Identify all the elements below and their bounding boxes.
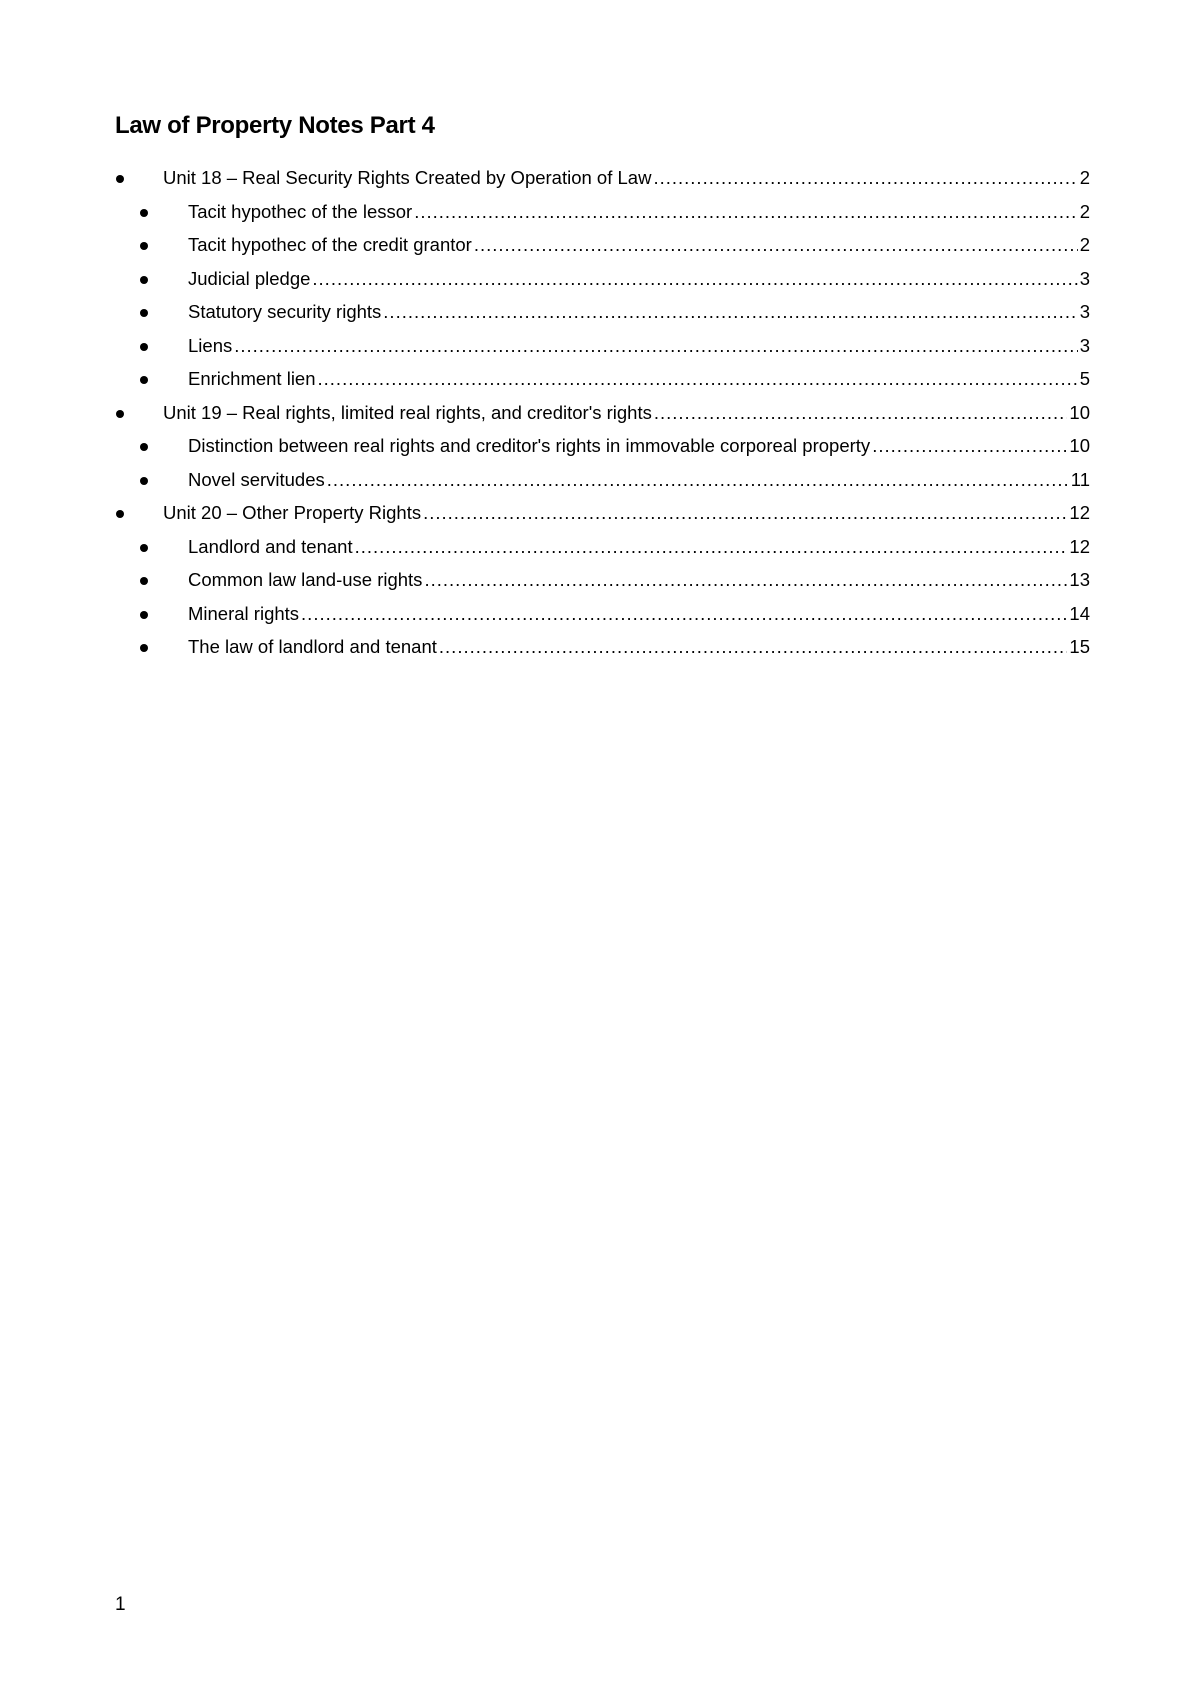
toc-entry[interactable]	[163, 165, 1090, 189]
toc-entry[interactable]	[188, 299, 1090, 323]
toc-entry-page: 12	[1069, 535, 1090, 557]
toc-entry-label: Judicial pledge	[188, 267, 311, 289]
toc-entry-page: 3	[1079, 334, 1090, 356]
toc-entry-page: 12	[1069, 502, 1090, 523]
toc-entry-label: Mineral rights	[188, 602, 300, 624]
toc-entry-label: Unit 19 – Real rights, limited real rights, and creditor's rights	[163, 401, 652, 423]
dot-leader	[301, 603, 1067, 625]
bullet-icon	[140, 309, 148, 317]
dot-leader	[424, 569, 1067, 591]
toc-entry-page: 2	[1079, 167, 1090, 188]
bullet-icon	[140, 611, 148, 619]
dot-leader	[653, 167, 1077, 189]
dot-leader	[872, 435, 1067, 457]
bullet-icon	[140, 209, 148, 217]
toc-entry[interactable]	[188, 634, 1090, 658]
toc-entry-page: 10	[1069, 401, 1090, 423]
bullet-icon	[140, 443, 148, 451]
toc-entry[interactable]	[188, 333, 1090, 357]
bullet-icon	[116, 510, 124, 518]
toc-entry-page: 5	[1079, 368, 1090, 389]
toc-entry[interactable]	[188, 366, 1090, 390]
dot-leader	[234, 335, 1077, 357]
toc-entry-page: 2	[1079, 200, 1090, 222]
toc-entry-page: 15	[1069, 636, 1090, 657]
dot-leader	[423, 502, 1067, 524]
toc-entry[interactable]	[188, 232, 1090, 256]
bullet-icon	[116, 175, 124, 183]
bullet-icon	[140, 242, 148, 250]
toc-entry-label: Liens	[188, 334, 233, 356]
bullet-icon	[140, 644, 148, 652]
toc-entry-label: Statutory security rights	[188, 301, 382, 322]
toc-entry[interactable]	[188, 199, 1090, 223]
toc-entry-label: Distinction between real rights and creditor's rights in immovable corporeal property	[188, 435, 871, 456]
toc-entry-label: Tacit hypothec of the lessor	[188, 200, 413, 222]
dot-leader	[414, 201, 1078, 223]
toc-entry-page: 14	[1069, 602, 1090, 624]
bullet-icon	[140, 343, 148, 351]
toc-entry[interactable]	[188, 601, 1090, 625]
toc-entry-label: The law of landlord and tenant	[188, 636, 437, 657]
toc-entry[interactable]	[188, 266, 1090, 290]
page-number: 1	[115, 1594, 126, 1615]
toc-entry[interactable]	[163, 400, 1090, 424]
dot-leader	[318, 368, 1078, 390]
page-title: Law of Property Notes Part 4	[115, 112, 435, 139]
toc-entry-label: Novel servitudes	[188, 468, 325, 490]
bullet-icon	[140, 577, 148, 585]
dot-leader	[474, 234, 1078, 256]
bullet-icon	[116, 410, 124, 418]
toc-entry[interactable]	[188, 534, 1090, 558]
toc-entry-label: Tacit hypothec of the credit grantor	[188, 234, 472, 255]
dot-leader	[327, 469, 1069, 491]
toc-entry-page: 3	[1079, 267, 1090, 289]
bullet-icon	[140, 376, 148, 384]
dot-leader	[439, 636, 1068, 658]
toc-entry-label: Enrichment lien	[188, 368, 316, 389]
toc-entry[interactable]	[188, 567, 1090, 591]
bullet-icon	[140, 276, 148, 284]
toc-entry-page: 10	[1069, 435, 1090, 456]
toc-entry[interactable]	[188, 467, 1090, 491]
toc-entry-label: Unit 20 – Other Property Rights	[163, 502, 422, 523]
toc-entry-label: Landlord and tenant	[188, 535, 353, 557]
toc-entry[interactable]	[163, 500, 1090, 524]
toc-entry-page: 11	[1070, 468, 1090, 490]
dot-leader	[355, 536, 1068, 558]
dot-leader	[383, 301, 1077, 323]
bullet-icon	[140, 477, 148, 485]
toc-entry-page: 3	[1079, 301, 1090, 322]
dot-leader	[654, 402, 1068, 424]
toc-entry-label: Common law land-use rights	[188, 569, 423, 590]
toc-entry-page: 13	[1069, 569, 1090, 590]
bullet-icon	[140, 544, 148, 552]
toc-entry-page: 2	[1079, 234, 1090, 255]
toc-entry[interactable]	[188, 433, 1090, 457]
dot-leader	[312, 268, 1077, 290]
toc-entry-label: Unit 18 – Real Security Rights Created by Operation of Law	[163, 167, 652, 188]
